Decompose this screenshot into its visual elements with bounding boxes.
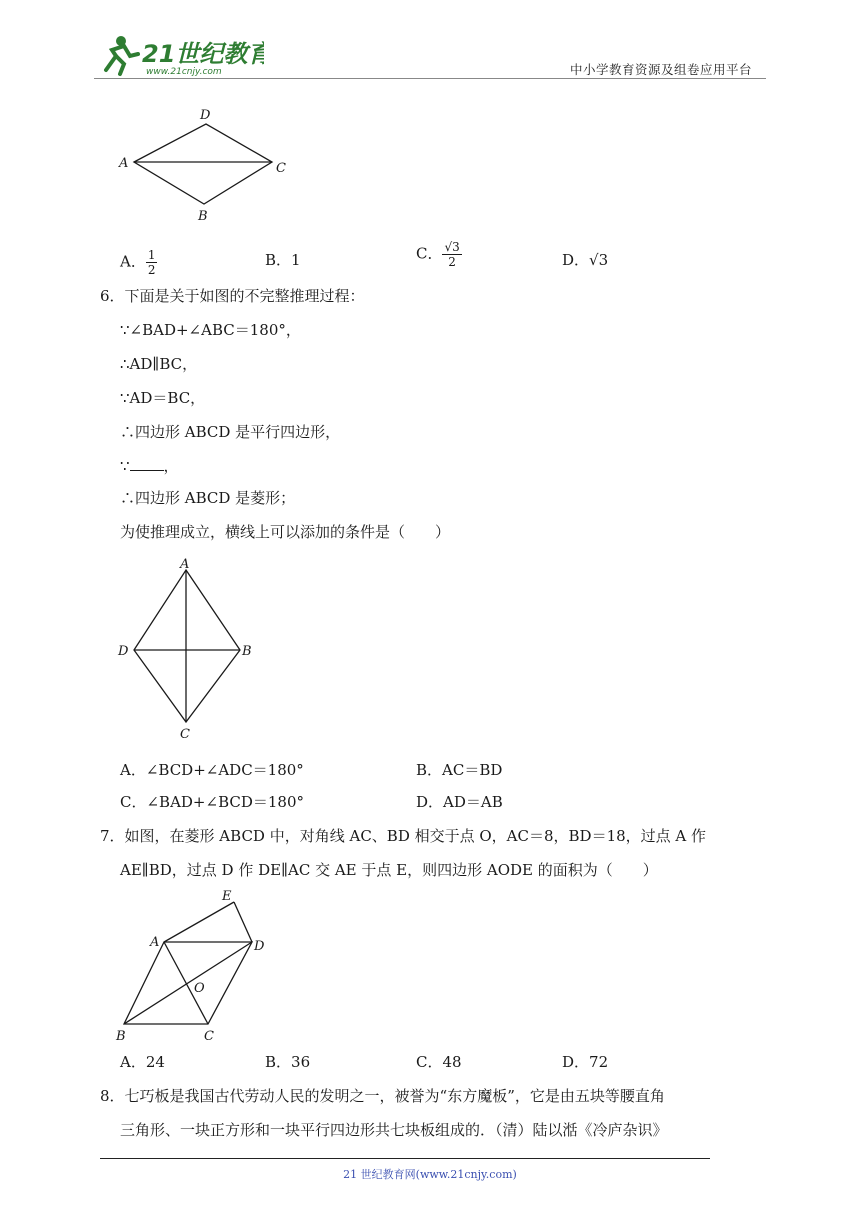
q6-step-5 bbox=[120, 456, 179, 476]
q8-line-1: 8．七巧板是我国古代劳动人民的发明之一，被誉为“东方魔板”，它是由五块等腰直角 bbox=[100, 1087, 665, 1105]
q7-figure bbox=[112, 884, 277, 1046]
q6-label-c: C bbox=[180, 727, 190, 742]
q5-option-d[interactable] bbox=[562, 250, 608, 270]
q5-option-c-label: C． bbox=[416, 244, 443, 263]
q6-step-5-prefix: ∵ bbox=[120, 457, 130, 475]
q5-option-b[interactable] bbox=[265, 250, 301, 270]
q6-step-1: ∵∠BAD+∠ABC＝180°， bbox=[120, 321, 301, 339]
q5-figure bbox=[116, 104, 296, 224]
q5-option-c-fraction bbox=[442, 240, 461, 269]
header-right-text: 中小学教育资源及组卷应用平台 bbox=[569, 62, 752, 77]
q6-option-a[interactable]: A．∠BCD+∠ADC＝180° bbox=[120, 761, 304, 779]
header-divider bbox=[94, 78, 766, 79]
q5-label-b: B bbox=[198, 209, 208, 224]
q5-option-a-num: 1 bbox=[147, 248, 156, 262]
q6-step-5-suffix: ， bbox=[163, 457, 179, 475]
q5-option-a-fraction bbox=[146, 248, 158, 277]
q5-option-b-value: 1 bbox=[291, 251, 301, 269]
q6-label-a: A bbox=[180, 557, 190, 572]
q5-option-a-label: A． bbox=[120, 252, 146, 271]
footer-text[interactable]: 21 世纪教育网(www.21cnjy.com) bbox=[343, 1168, 517, 1181]
q7-line-1: 7．如图，在菱形 ABCD 中，对角线 AC、BD 相交于点 O，AC＝8，BD＝18，过点 A 作 bbox=[100, 827, 707, 845]
q6-step-4: ∴四边形 ABCD 是平行四边形， bbox=[120, 423, 341, 441]
logo-url: www.21cnjy.com bbox=[146, 67, 222, 77]
q7-line-2: AE∥BD，过点 D 作 DE∥AC 交 AE 于点 E，则四边形 AODE 的面积为（ ） bbox=[120, 861, 658, 879]
footer-divider bbox=[100, 1158, 710, 1159]
q6-step-3: ∵AD＝BC， bbox=[120, 389, 206, 407]
q7-option-b[interactable]: B．36 bbox=[265, 1053, 311, 1071]
q5-label-d: D bbox=[200, 108, 211, 123]
q6-figure bbox=[112, 556, 262, 744]
q6-option-b[interactable]: B．AC＝BD bbox=[416, 761, 503, 779]
q6-label-d: D bbox=[118, 644, 129, 659]
q6-step-6: ∴四边形 ABCD 是菱形； bbox=[120, 489, 296, 507]
logo-text: 21世纪教育 bbox=[142, 40, 264, 68]
q7-label-a: A bbox=[150, 935, 160, 950]
q6-option-d[interactable]: D．AD＝AB bbox=[416, 793, 503, 811]
q7-label-b: B bbox=[116, 1029, 126, 1044]
q5-option-c-den: 2 bbox=[448, 255, 456, 269]
q7-option-c[interactable]: C．48 bbox=[416, 1053, 462, 1071]
site-logo bbox=[94, 30, 264, 80]
q6-label-b: B bbox=[242, 644, 252, 659]
q8-line-2: 三角形、一块正方形和一块平行四边形共七块板组成的．（清）陆以湉《冷庐杂识》 bbox=[120, 1121, 668, 1139]
q5-option-b-label: B． bbox=[265, 251, 292, 269]
q6-answer-blank[interactable] bbox=[130, 456, 164, 471]
q5-option-c[interactable] bbox=[416, 240, 462, 269]
q7-label-o: O bbox=[194, 981, 205, 996]
q5-label-a: A bbox=[119, 156, 129, 171]
q6-step-2: ∴AD∥BC， bbox=[120, 355, 198, 373]
q7-option-d[interactable]: D．72 bbox=[562, 1053, 609, 1071]
q5-option-a[interactable] bbox=[120, 248, 157, 277]
q7-option-a[interactable]: A．24 bbox=[120, 1053, 165, 1071]
q6-question: 为使推理成立，横线上可以添加的条件是（ ） bbox=[120, 523, 451, 541]
q5-option-d-value: √3 bbox=[589, 251, 609, 269]
q6-option-c[interactable]: C．∠BAD+∠BCD＝180° bbox=[120, 793, 304, 811]
q7-label-d: D bbox=[254, 939, 265, 954]
q7-label-e: E bbox=[222, 889, 232, 904]
q5-option-a-den: 2 bbox=[147, 263, 156, 277]
q5-option-c-num: √3 bbox=[444, 240, 460, 254]
q7-label-c: C bbox=[204, 1029, 214, 1044]
q5-label-c: C bbox=[276, 161, 286, 176]
q6-stem: 6．下面是关于如图的不完整推理过程： bbox=[100, 287, 365, 305]
runner-icon bbox=[106, 36, 138, 74]
q5-option-d-label: D． bbox=[562, 251, 590, 269]
